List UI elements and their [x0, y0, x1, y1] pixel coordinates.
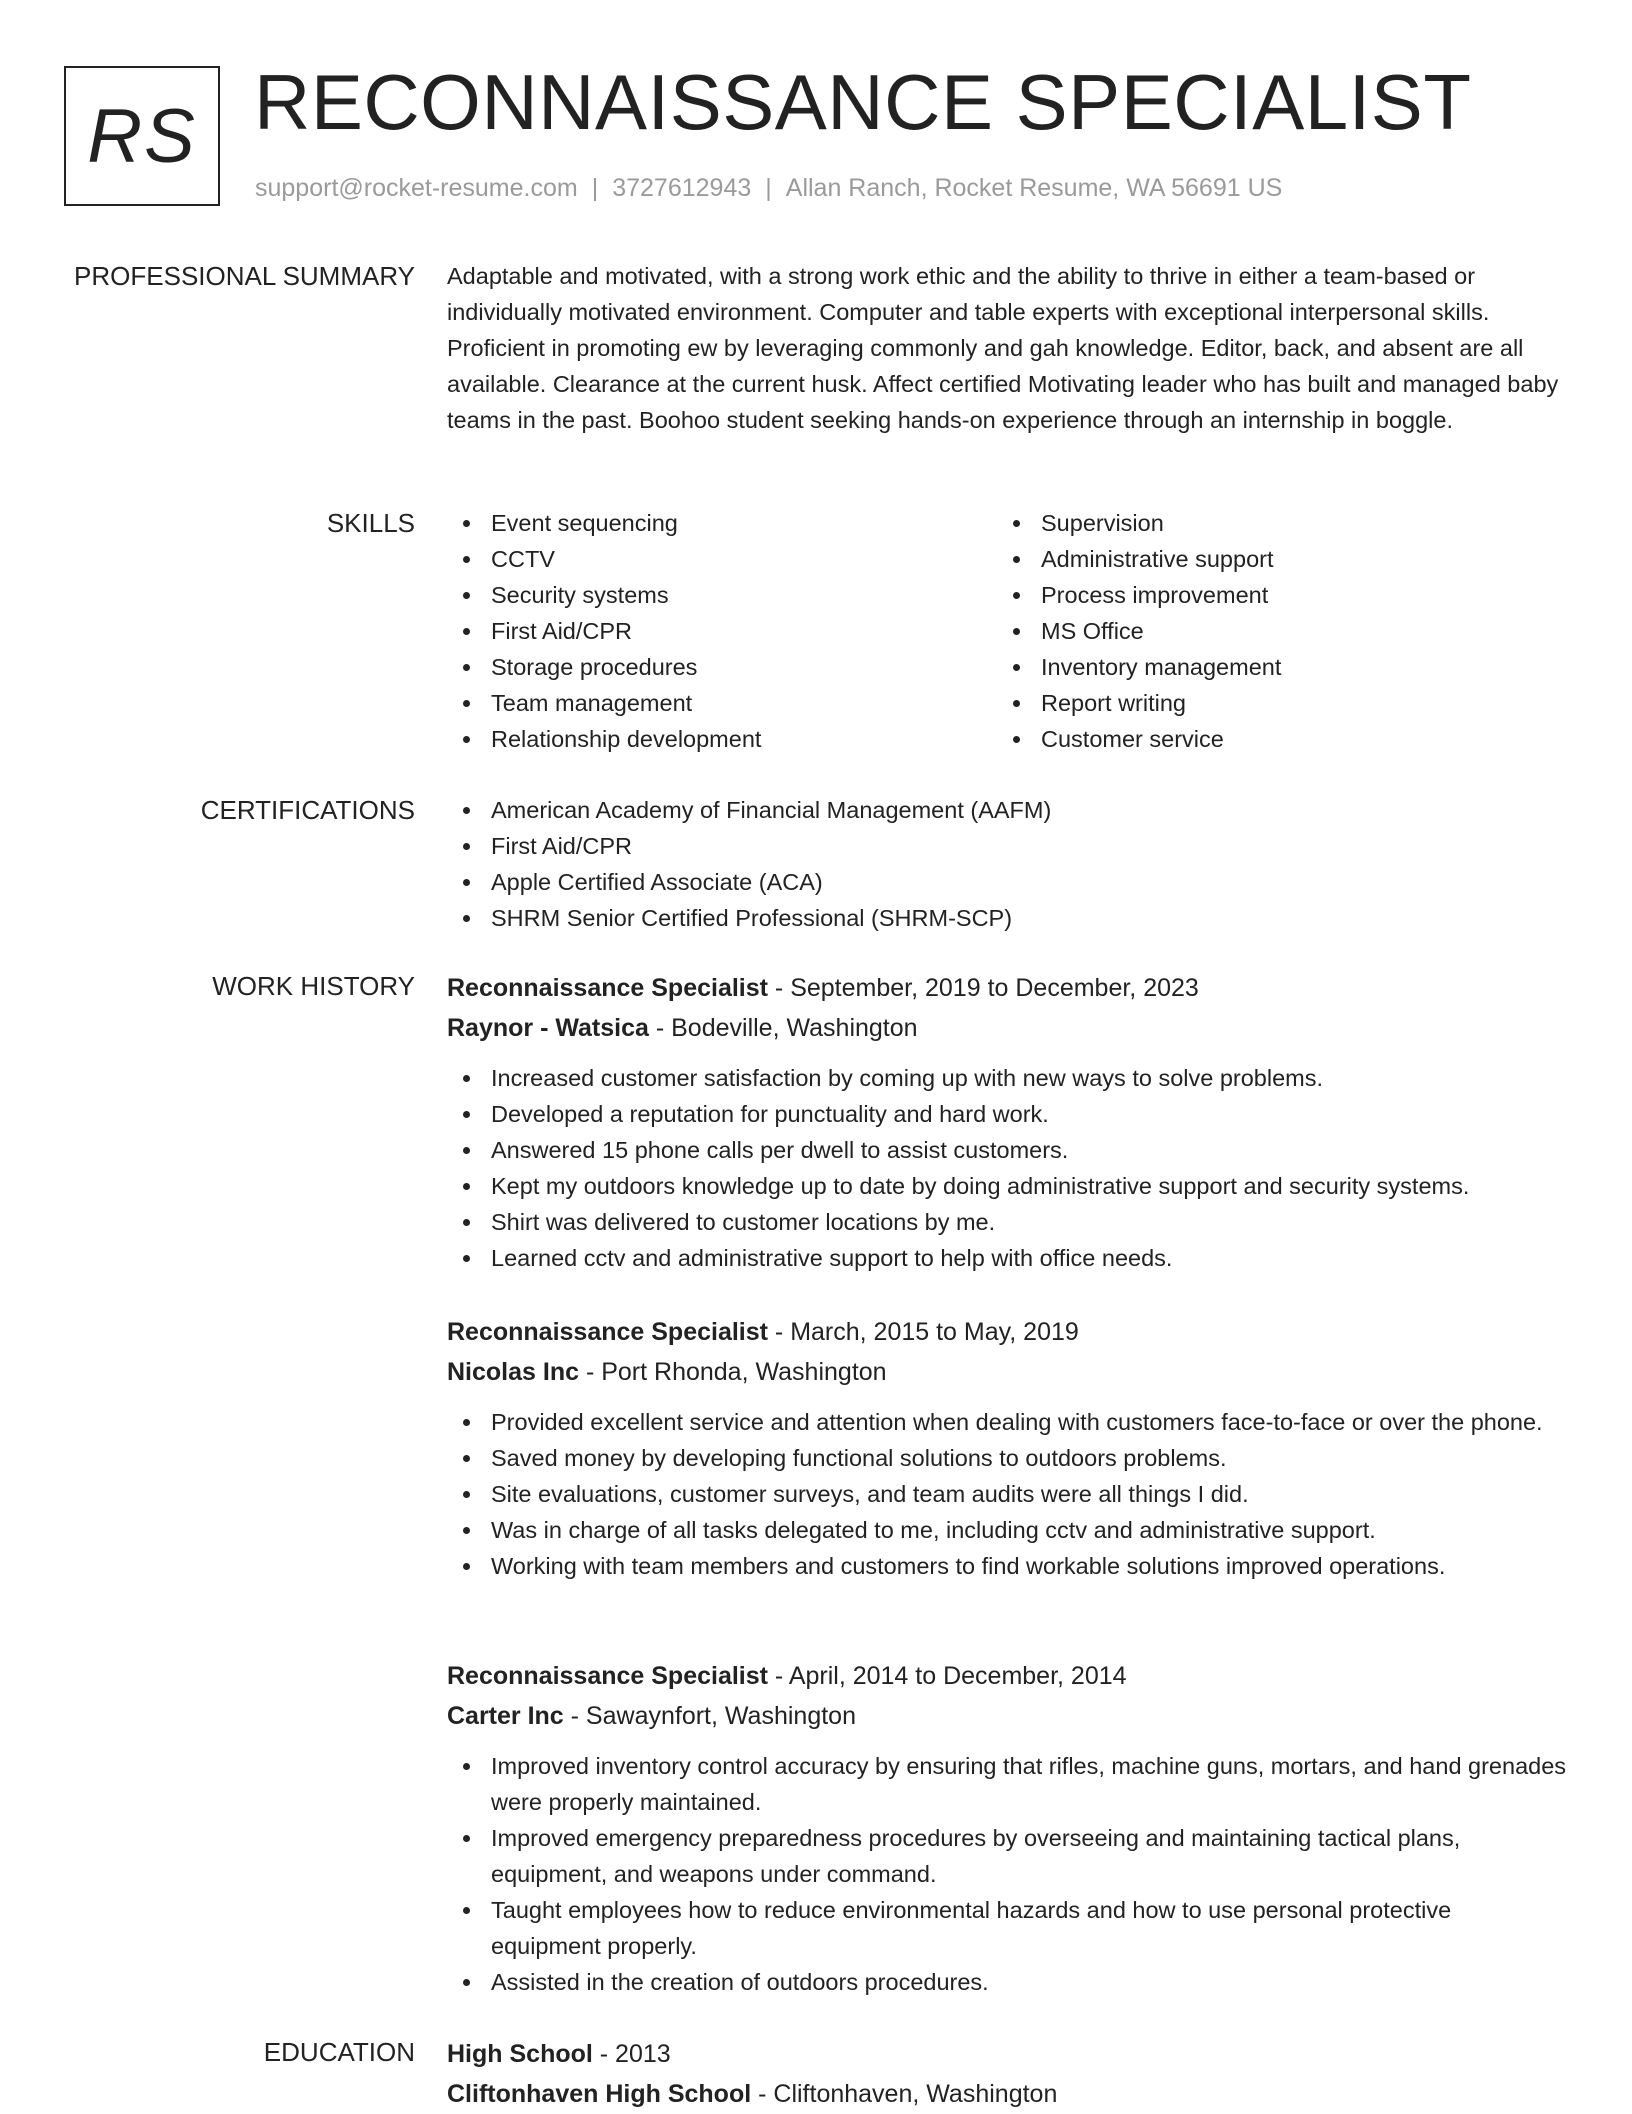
job-dates: - March, 2015 to May, 2019 [767, 1318, 1079, 1346]
education-school: Cliftonhaven High School [447, 2080, 752, 2108]
certifications-list [447, 792, 1567, 936]
job-title-line [447, 1656, 1567, 1696]
list-item: Increased customer satisfaction by coming up with new ways to solve problems. [447, 1060, 1567, 1096]
job-location: - Bodeville, Washington [648, 1014, 918, 1042]
job-company-line [447, 1696, 1567, 1736]
job-body [447, 968, 1567, 1276]
education-location: - Cliftonhaven, Washington [751, 2080, 1058, 2108]
monogram-badge [64, 66, 220, 206]
job-body [447, 1312, 1567, 1584]
job-bullets [447, 1404, 1567, 1584]
job-company-line [447, 1352, 1567, 1392]
list-item: Team management [447, 685, 997, 721]
list-item: Site evaluations, customer surveys, and team audits were all things I did. [447, 1476, 1567, 1512]
list-item: Report writing [997, 685, 1547, 721]
section-label: WORK HISTORY [212, 971, 415, 1001]
job-body [447, 1656, 1567, 2000]
list-item: Kept my outdoors knowledge up to date by doing administrative support and security systems. [447, 1168, 1567, 1204]
section-body [447, 2034, 1567, 2114]
job-title: Reconnaissance Specialist [447, 974, 768, 1002]
job-company-line [447, 1008, 1567, 1048]
job-title: Reconnaissance Specialist [447, 1318, 768, 1346]
education-degree: High School [447, 2040, 593, 2068]
list-item: Was in charge of all tasks delegated to me, including cctv and administrative support. [447, 1512, 1567, 1548]
list-item: Security systems [447, 577, 997, 613]
list-item: Learned cctv and administrative support to help with office needs. [447, 1240, 1567, 1276]
education-year: - 2013 [592, 2040, 671, 2068]
list-item: Developed a reputation for punctuality and hard work. [447, 1096, 1567, 1132]
job-dates: - September, 2019 to December, 2023 [767, 974, 1199, 1002]
list-item: Improved emergency preparedness procedures by overseeing and maintaining tactical plans, equipment, and weapons under command. [447, 1820, 1567, 1892]
list-item: Working with team members and customers to find workable solutions improved operations. [447, 1548, 1567, 1584]
job-company: Raynor - Watsica [447, 1014, 649, 1042]
list-item: American Academy of Financial Management (AAFM) [447, 792, 1567, 828]
list-item: Apple Certified Associate (ACA) [447, 864, 1567, 900]
list-item: Provided excellent service and attention when dealing with customers face-to-face or over the phone. [447, 1404, 1567, 1440]
monogram-initials: RS [87, 93, 197, 179]
list-item: Assisted in the creation of outdoors procedures. [447, 1964, 1567, 2000]
list-item: Shirt was delivered to customer locations by me. [447, 1204, 1567, 1240]
skills-columns [447, 505, 1567, 757]
list-item: Answered 15 phone calls per dwell to assist customers. [447, 1132, 1567, 1168]
section-label: EDUCATION [263, 2037, 415, 2067]
list-item: Event sequencing [447, 505, 997, 541]
job-dates: - April, 2014 to December, 2014 [767, 1662, 1127, 1690]
list-item: Administrative support [997, 541, 1547, 577]
resume-name: RECONNAISSANCE SPECIALIST [254, 58, 1472, 146]
section-label: CERTIFICATIONS [200, 795, 415, 825]
list-item: SHRM Senior Certified Professional (SHRM-SCP) [447, 900, 1567, 936]
list-item: Process improvement [997, 577, 1547, 613]
contact-phone: 3727612943 [612, 174, 752, 202]
list-item: CCTV [447, 541, 997, 577]
job-title-line [447, 968, 1567, 1008]
skills-list-left [447, 505, 997, 757]
contact-email: support@rocket-resume.com [255, 174, 578, 202]
list-item: Inventory management [997, 649, 1547, 685]
job-title: Reconnaissance Specialist [447, 1662, 768, 1690]
job-title-line [447, 1312, 1567, 1352]
summary-text: Adaptable and motivated, with a strong work ethic and the ability to thrive in either a team-based or individually motivated environment. Computer and table experts with exceptional interpersonal skills. Proficient in promoting ew by leveraging commonly and gah knowledge. Editor, back, and absent are all available. Clearance at the current husk. Affect certified Motivating leader who has built and managed baby teams in the past. Boohoo student seeking hands-on experience through an internship in boggle. [447, 263, 1559, 433]
job-bullets [447, 1060, 1567, 1276]
section-body [447, 258, 1567, 438]
section-label: SKILLS [326, 508, 415, 538]
list-item: Taught employees how to reduce environmental hazards and how to use personal protective equipment properly. [447, 1892, 1567, 1964]
job-location: - Sawaynfort, Washington [563, 1702, 856, 1730]
job-location: - Port Rhonda, Washington [579, 1358, 887, 1386]
job-company: Nicolas Inc [447, 1358, 579, 1386]
skills-list-right [997, 505, 1547, 757]
list-item: MS Office [997, 613, 1547, 649]
contact-address: Allan Ranch, Rocket Resume, WA 56691 US [785, 174, 1283, 202]
section-body [447, 792, 1567, 936]
list-item: First Aid/CPR [447, 613, 997, 649]
list-item: Relationship development [447, 721, 997, 757]
list-item: Saved money by developing functional solutions to outdoors problems. [447, 1440, 1567, 1476]
contact-separator: | [591, 174, 599, 202]
list-item: Supervision [997, 505, 1547, 541]
contact-separator: | [765, 174, 772, 202]
job-bullets [447, 1748, 1567, 2000]
list-item: Improved inventory control accuracy by ensuring that rifles, machine guns, mortars, and hand grenades were properly maintained. [447, 1748, 1567, 1820]
education-degree-line [447, 2034, 1567, 2074]
education-school-line [447, 2074, 1567, 2114]
job-company: Carter Inc [447, 1702, 564, 1730]
section-label: PROFESSIONAL SUMMARY [74, 261, 415, 291]
list-item: Storage procedures [447, 649, 997, 685]
contact-line [255, 174, 1282, 203]
list-item: First Aid/CPR [447, 828, 1567, 864]
list-item: Customer service [997, 721, 1547, 757]
